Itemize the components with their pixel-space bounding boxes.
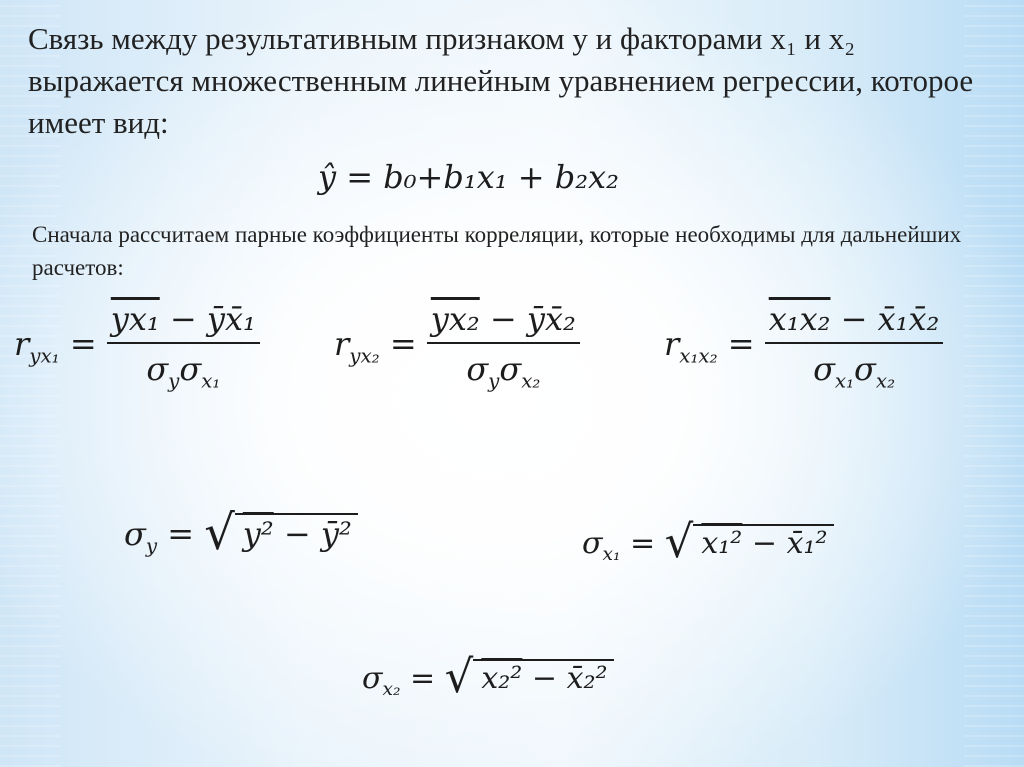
intro-text: Связь между результативным признаком y и факторами x₁ и x₂ выражается множественным линейным уравнением регрессии, которое имеет вид: <box>28 21 974 140</box>
formula-r-yx1: $r_{yx_1}$ = $\frac{\text{yx₁ − ȳx̄₁}}{\sigma_y\sigma_{x_1}}$ <box>14 300 260 392</box>
sqrt-sign-y: √ <box>204 505 235 561</box>
r-x1x2-fraction: $\frac{\text{x₁x₂ − x̄₁x̄₂}}{\sigma_{x_1}\sigma_{x_2}}$ <box>765 300 944 392</box>
regression-equation: ŷ = b₀+b₁x₁ + b₂x₂ <box>318 158 619 196</box>
formula-r-yx2: $r_{yx_2}$ = $\frac{\text{yx₂ − ȳx̄₂}}{\sigma_y\sigma_{x_2}}$ <box>334 300 580 392</box>
formula-r-x1x2: $r_{x_1x_2}$ = $\frac{\text{x₁x₂ − x̄₁x̄₂}}{\sigma_{x_1}\sigma_{x_2}}$ <box>664 300 943 392</box>
formula-sigma-x2: $\sigma_{x_2}$ = √ x₂² − x̄₂² <box>362 650 614 703</box>
radicand-x2: x₂² − x̄₂² <box>473 659 613 696</box>
formula-sigma-y: $\sigma_y$ = √ y² − ȳ² <box>124 505 358 561</box>
r-yx1-fraction: $\frac{\text{yx₁ − ȳx̄₁}}{\sigma_y\sigma_{x_1}}$ <box>107 300 260 392</box>
sqrt-sign-x1: √ <box>664 515 694 568</box>
r-x1x2-lhs: $r_{x_1x_2}$ <box>664 324 718 368</box>
r-yx2-fraction: $\frac{\text{yx₂ − ȳx̄₂}}{\sigma_y\sigma_{x_2}}$ <box>427 300 580 392</box>
r-yx2-lhs: $r_{yx_2}$ <box>334 324 380 368</box>
formula-sigma-x1: $\sigma_{x_1}$ = √ x₁² − x̄₁² <box>582 515 834 568</box>
sqrt-sign-x2: √ <box>444 650 474 703</box>
r-yx1-lhs: $r_{yx_1}$ <box>14 324 60 368</box>
note-text: Сначала рассчитаем парные коэффициенты корреляции, которые необходимы для дальнейших расчетов: <box>32 222 962 280</box>
radicand-x1: x₁² − x̄₁² <box>693 524 833 561</box>
radicand-y: y² − ȳ² <box>235 513 358 553</box>
